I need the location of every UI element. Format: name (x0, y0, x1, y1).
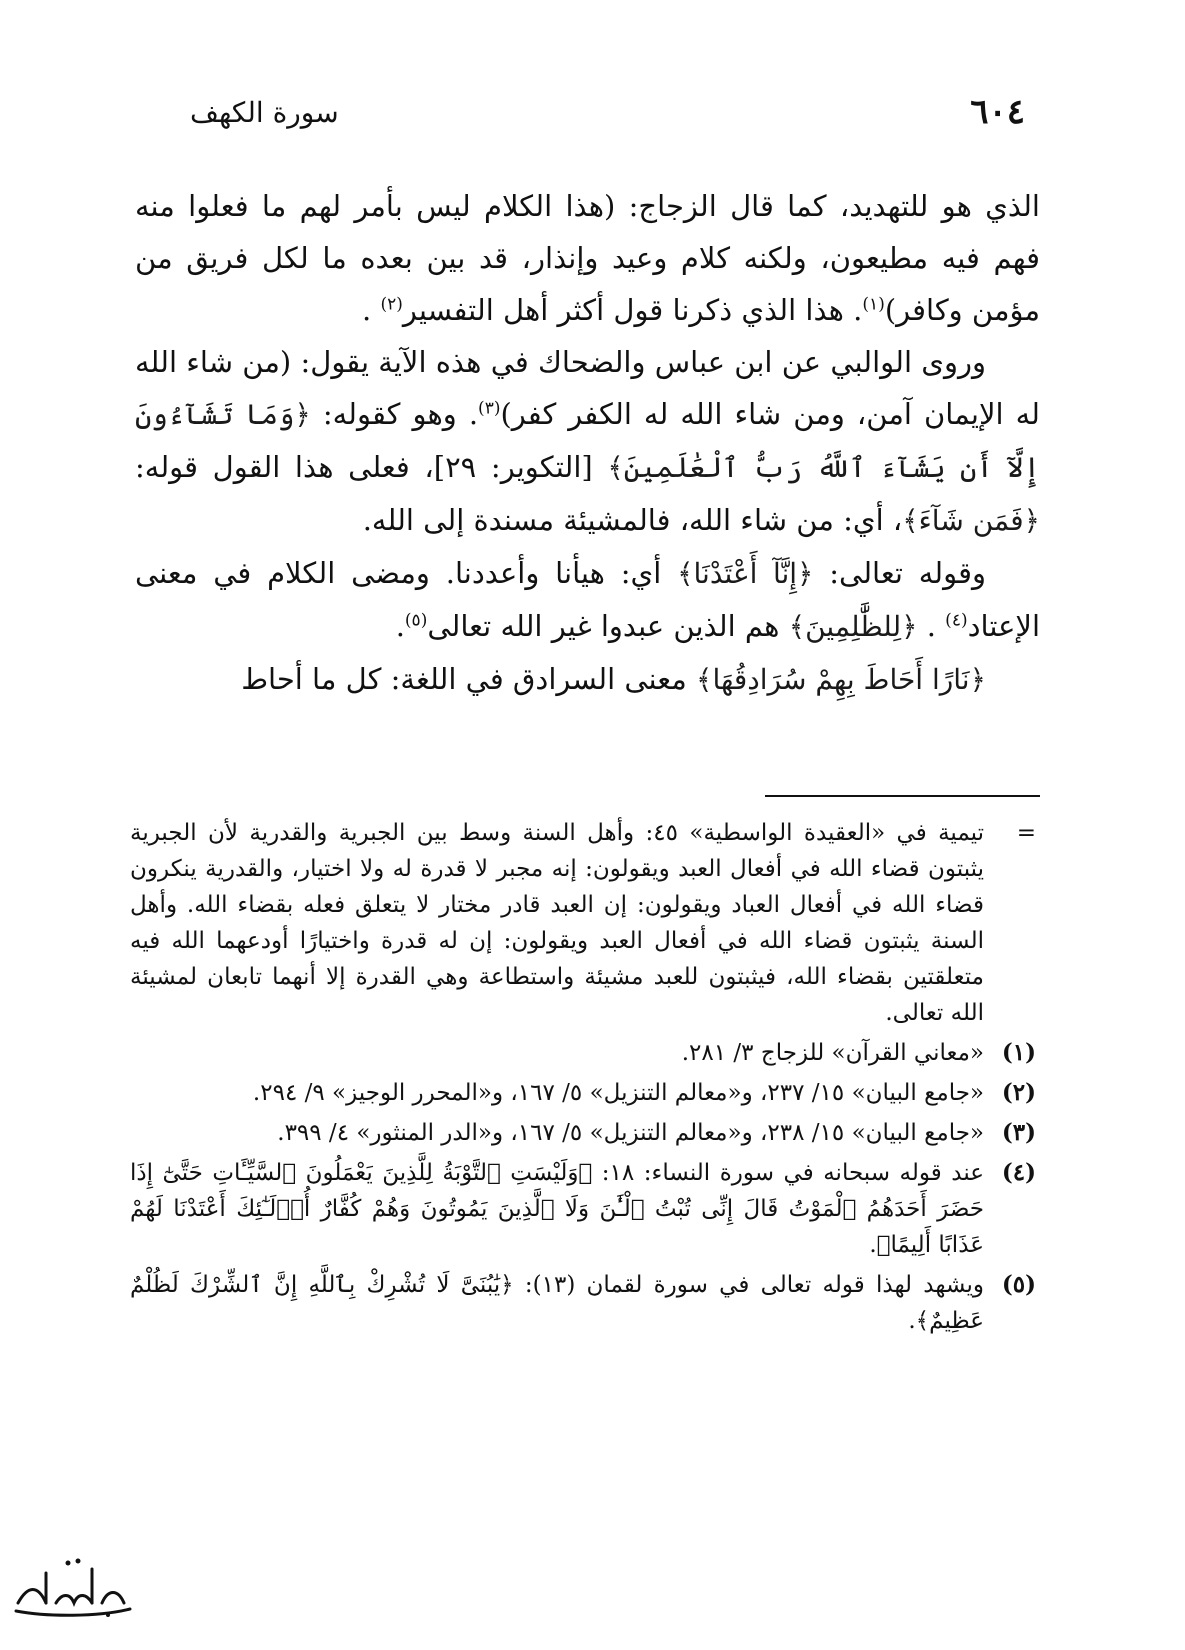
quran-verse: ﴿نَارًا أَحَاطَ بِهِمْ سُرَادِقُهَا﴾ (696, 663, 986, 696)
text-run: الذي هو للتهديد، كما قال الزجاج: (هذا الكلام ليس بأمر لهم ما فعلوا منه فهم فيه مطيعون، ولكنه كلام وعيد وإنذار، قد بين بعده ما لكل فريق من مؤمن وكافر) (135, 189, 1040, 327)
main-text (135, 180, 1040, 706)
footnote-ref-2[interactable]: (٢) (380, 294, 403, 315)
footnote-ref-3[interactable]: (٣) (478, 398, 501, 419)
footnote-continuation (130, 815, 1042, 1031)
footnote-5 (130, 1267, 1042, 1339)
quran-verse: ﴿لِلظَّٰلِمِينَ﴾ (788, 610, 918, 643)
footnote-text: «جامع البيان» ١٥/ ٢٣٧، و«معالم التنزيل» ٥/ ١٦٧، و«المحرر الوجيز» ٩/ ٢٩٤. (252, 1080, 984, 1106)
text-run: وقوله تعالى: (813, 556, 986, 590)
footnote-marker: (٥) (1001, 1271, 1036, 1298)
text-run: هم الذين عبدوا غير الله تعالى (427, 609, 789, 643)
quran-verse: ﴿فَمَن شَآءَ﴾ (902, 504, 1040, 537)
text-run: أي: هيأنا وأعددنا. ومضى الكلام في معنى الإعتاد (135, 556, 1040, 643)
text-run: . (362, 293, 381, 327)
paragraph-2 (135, 336, 1040, 547)
page-number: ٦٠٤ (970, 92, 1025, 132)
footnote-2 (130, 1075, 1042, 1111)
footnotes (130, 815, 1042, 1343)
quran-verse: ﴿وَمَا تَشَآءُونَ إِلَّآ أَن يَشَآءَ ٱللَّهُ رَبُّ ٱلْعَٰلَمِينَ﴾ (135, 398, 1040, 484)
text-run: معنى السرادق في اللغة: كل ما أحاط (241, 662, 697, 696)
footnote-1 (130, 1035, 1042, 1071)
footnote-4 (130, 1155, 1042, 1263)
footnote-ref-5[interactable]: (٥) (404, 610, 428, 631)
text-run: وروى الوالبي عن ابن عباس والضحاك في هذه الآية يقول: (من شاء الله له الإيمان آمن، ومن شاء الله له الكفر كفر) (135, 345, 1040, 431)
text-run: . وهو كقوله: (310, 397, 479, 431)
footnote-text: تيمية في «العقيدة الواسطية» ٤٥: وأهل السنة وسط بين الجبرية والقدرية لأن الجبرية يثبتون قضاء الله في أفعال العبد ويقولون: إنه مجبر لا قدرة له ولا اختيار، والقدرية ينكرون قضاء الله في أفعال العباد ويقولون: إن العبد قادر مختار لا يتعلق فعله بقضاء الله. وأهل السنة يثبتون قضاء الله في أفعال العبد ويقولون: إن له قدرة واختيارًا أودعهما الله فيه متعلقتين بقضاء الله، فيثبتون للعبد مشيئة واستطاعة وهي القدرة إلا أنهما تابعان لمشيئة الله تعالى. (130, 820, 984, 1026)
footnote-text: «معاني القرآن» للزجاج ٣/ ٢٨١. (681, 1040, 984, 1066)
text-run: [التكوير: ٢٩]، فعلى هذا القول قوله: (135, 450, 608, 484)
footnote-text: ويشهد لهذا قوله تعالى في سورة لقمان (١٣): ﴿يَٰبُنَىَّ لَا تُشْرِكْ بِٱللَّهِ إِنَّ ٱلشِّرْكَ لَظُلْمٌ عَظِيمٌ﴾. (130, 1272, 984, 1334)
footnote-ref-1[interactable]: (١) (862, 294, 885, 315)
text-run: . (917, 609, 946, 643)
text-run: ، أي: من شاء الله، فالمشيئة مسندة إلى الله. (362, 503, 903, 537)
text-run: . هذا الذي ذكرنا قول أكثر أهل التفسير (402, 293, 863, 327)
footnote-marker: = (1016, 820, 1036, 846)
footnote-marker: (٤) (1001, 1159, 1036, 1186)
paragraph-3 (135, 547, 1040, 653)
footnote-marker: (١) (1001, 1039, 1036, 1066)
footnote-ref-4[interactable]: (٤) (945, 610, 968, 631)
footnote-separator (765, 795, 1040, 797)
footnote-text: عند قوله سبحانه في سورة النساء: ١٨: ﴿وَلَيْسَتِ ٱلتَّوْبَةُ لِلَّذِينَ يَعْمَلُونَ ٱلسَّيِّـَٔاتِ حَتَّىٰٓ إِذَا حَضَرَ أَحَدَهُمُ ٱلْمَوْتُ قَالَ إِنِّى تُبْتُ ٱلْـَٰٔنَ وَلَا ٱلَّذِينَ يَمُوتُونَ وَهُمْ كُفَّارٌ أُو۟لَـٰٓئِكَ أَعْتَدْنَا لَهُمْ عَذَابًا أَلِيمًا﴾. (130, 1160, 984, 1258)
surah-title: سورة الكهف (190, 95, 339, 129)
paragraph-4 (135, 653, 1040, 706)
footnote-3 (130, 1115, 1042, 1151)
footnote-marker: (٢) (1001, 1079, 1036, 1106)
footnote-text: «جامع البيان» ١٥/ ٢٣٨، و«معالم التنزيل» ٥/ ١٦٧، و«الدر المنثور» ٤/ ٣٩٩. (277, 1120, 984, 1146)
text-run: . (395, 609, 405, 643)
quran-verse: ﴿إِنَّآ أَعْتَدْنَا﴾ (677, 557, 814, 590)
paragraph-1 (135, 180, 1040, 336)
page-header (190, 82, 1025, 142)
footnote-marker: (٣) (1001, 1119, 1036, 1146)
publisher-logo (8, 1545, 138, 1625)
